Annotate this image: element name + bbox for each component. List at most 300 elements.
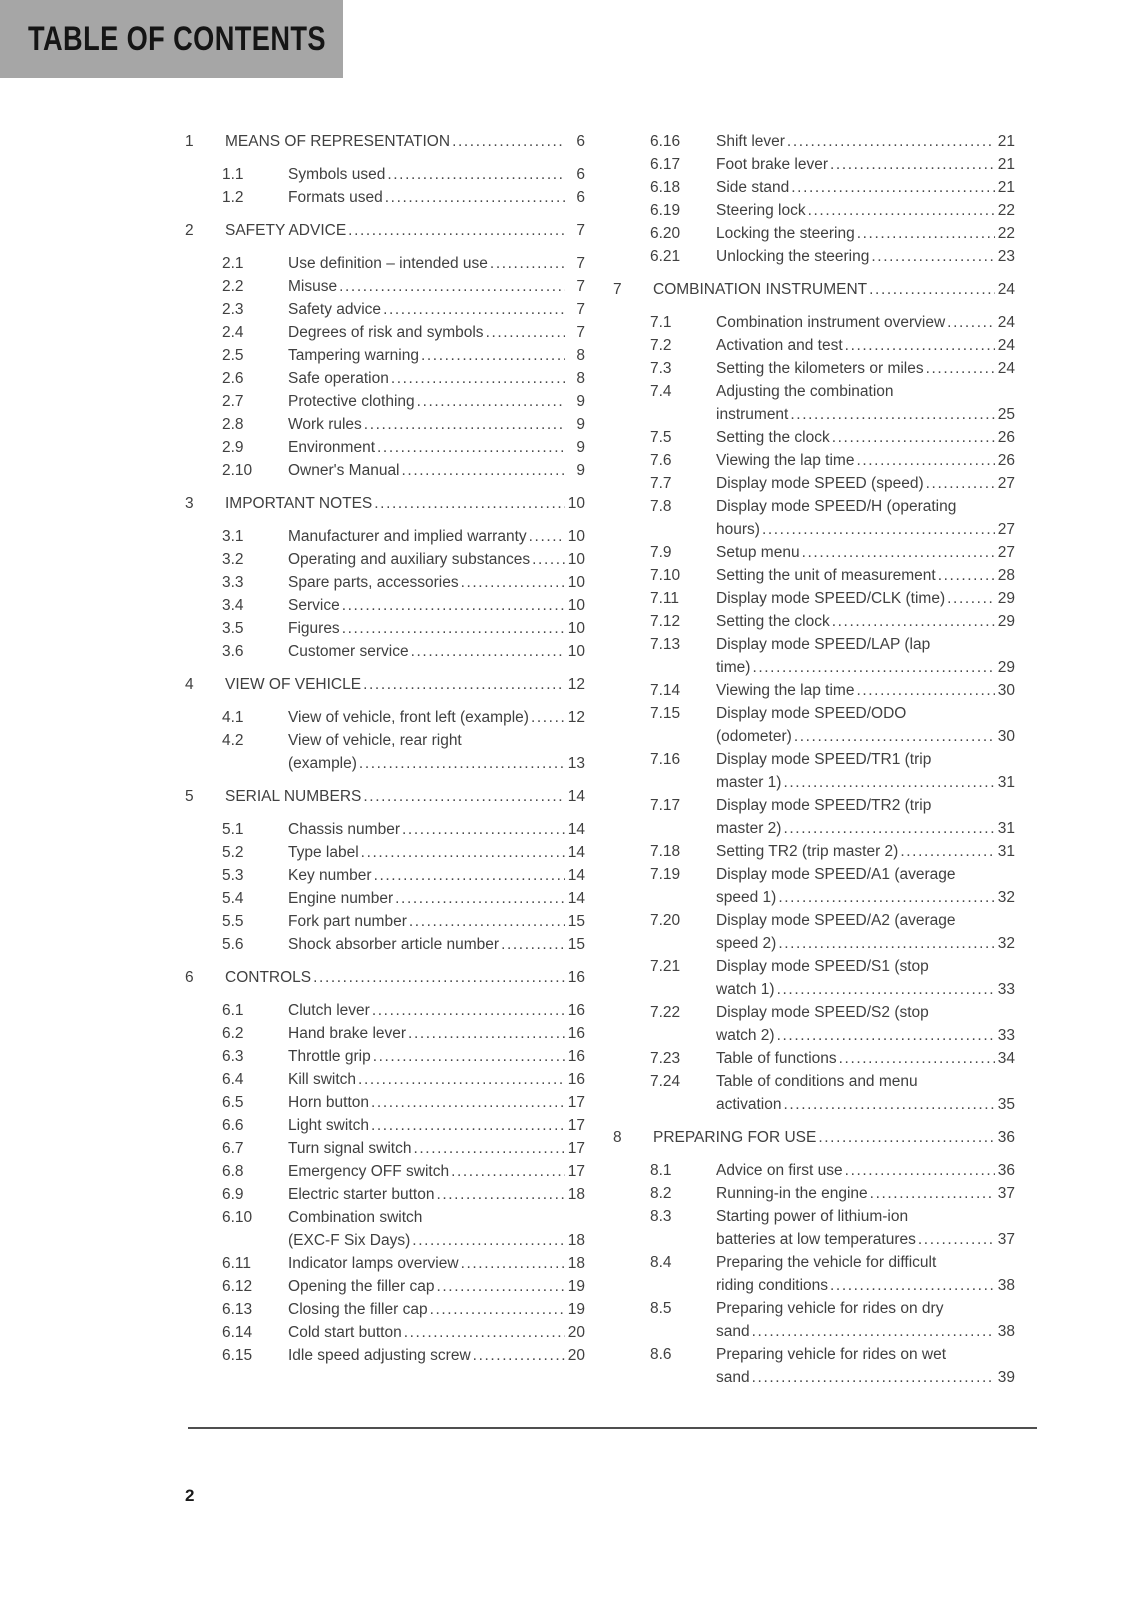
- toc-entry-7.11: [613, 587, 1015, 610]
- entry-title-line: [288, 910, 585, 933]
- entry-title-line: [288, 1183, 585, 1206]
- entry-number: 7.6: [650, 452, 672, 469]
- dot-leader: [473, 1344, 565, 1367]
- entry-title-line: [716, 472, 1015, 495]
- toc-entry-5.2: [185, 841, 585, 864]
- entry-title-line: [716, 1182, 1015, 1205]
- dot-leader: [364, 413, 565, 436]
- entry-page: 15: [567, 913, 585, 930]
- dot-leader: [313, 966, 565, 989]
- entry-title-line: [288, 459, 585, 482]
- entry-number: 1: [185, 133, 194, 150]
- entry-title: CONTROLS: [225, 969, 312, 986]
- entry-title: Display mode SPEED/ODO: [716, 705, 907, 722]
- entry-title-line: [288, 1298, 585, 1321]
- toc-entry-7.1: [613, 311, 1015, 334]
- entry-content: [716, 955, 1015, 1001]
- entry-content: [716, 909, 1015, 955]
- entry-title-line2: [716, 771, 1015, 794]
- dot-leader: [359, 752, 565, 775]
- toc-entry-3.6: [185, 640, 585, 663]
- dot-leader: [402, 459, 565, 482]
- toc-entry-7.2: [613, 334, 1015, 357]
- entry-page: 21: [997, 156, 1015, 173]
- entry-title: Opening the filler cap: [288, 1278, 435, 1295]
- toc-entry-7.4: [613, 380, 1015, 426]
- entry-title-line: [716, 564, 1015, 587]
- entry-title-line2: [716, 1024, 1015, 1047]
- dot-leader: [452, 130, 565, 153]
- entry-title-line2: [716, 1274, 1015, 1297]
- entry-page: 7: [576, 301, 585, 318]
- entry-number: 7.5: [650, 429, 672, 446]
- toc-entry-2.3: [185, 298, 585, 321]
- entry-page: 24: [997, 314, 1015, 331]
- entry-number: 8.1: [650, 1162, 672, 1179]
- entry-title-line: [288, 525, 585, 548]
- entry-title-line: [288, 594, 585, 617]
- dot-leader: [787, 130, 995, 153]
- entry-number: 5.4: [222, 890, 244, 907]
- entry-content: [716, 1070, 1015, 1116]
- toc-entry-6: [185, 966, 585, 989]
- entry-title-continued: speed 2): [716, 935, 777, 952]
- entry-content: [288, 275, 585, 298]
- entry-page: 18: [567, 1232, 585, 1249]
- entry-title: Clutch lever: [288, 1002, 370, 1019]
- entry-page: 31: [997, 820, 1015, 837]
- entry-title: Customer service: [288, 643, 409, 660]
- entry-number: 6.20: [650, 225, 681, 242]
- entry-page: 21: [997, 179, 1015, 196]
- entry-title-line2: [716, 1320, 1015, 1343]
- entry-page: 31: [997, 774, 1015, 791]
- entry-content: [716, 1297, 1015, 1343]
- entry-content: [288, 1137, 585, 1160]
- entry-page: 19: [567, 1301, 585, 1318]
- entry-content: [288, 1344, 585, 1367]
- entry-number: 2.1: [222, 255, 244, 272]
- entry-number: 7.24: [650, 1073, 681, 1090]
- toc-entry-6.5: [185, 1091, 585, 1114]
- entry-title-line2: [716, 725, 1015, 748]
- dot-leader: [752, 1366, 995, 1389]
- entry-content: [288, 933, 585, 956]
- entry-number: 8.5: [650, 1300, 672, 1317]
- toc-entry-5.4: [185, 887, 585, 910]
- dot-leader: [404, 1321, 565, 1344]
- entry-page: 37: [997, 1185, 1015, 1202]
- entry-title: SAFETY ADVICE: [225, 222, 347, 239]
- entry-number: 4.2: [222, 732, 244, 749]
- entry-content: [225, 966, 585, 989]
- entry-content: [716, 245, 1015, 268]
- dot-leader: [532, 548, 565, 571]
- entry-title-line: [716, 130, 1015, 153]
- toc-entry-6.20: [613, 222, 1015, 245]
- entry-number: 6.19: [650, 202, 681, 219]
- toc-entry-7: [613, 278, 1015, 301]
- entry-content: [716, 840, 1015, 863]
- entry-title: Setting the kilometers or miles: [716, 360, 924, 377]
- dot-leader: [372, 999, 565, 1022]
- dot-leader: [374, 864, 565, 887]
- entry-title: Unlocking the steering: [716, 248, 870, 265]
- entry-title: VIEW OF VEHICLE: [225, 676, 362, 693]
- entry-page: 28: [997, 567, 1015, 584]
- entry-page: 24: [997, 337, 1015, 354]
- dot-leader: [358, 1068, 565, 1091]
- entry-title: Display mode SPEED/TR2 (trip: [716, 797, 932, 814]
- entry-title: Safe operation: [288, 370, 389, 387]
- toc-entry-2.6: [185, 367, 585, 390]
- entry-number: 7.4: [650, 383, 672, 400]
- toc-entry-2: [185, 219, 585, 242]
- entry-content: [716, 472, 1015, 495]
- entry-title: Emergency OFF switch: [288, 1163, 450, 1180]
- toc-entry-8.2: [613, 1182, 1015, 1205]
- entry-title-line: [288, 571, 585, 594]
- entry-content: [716, 564, 1015, 587]
- toc-entry-3.5: [185, 617, 585, 640]
- toc-entry-2.5: [185, 344, 585, 367]
- entry-title-line: [716, 426, 1015, 449]
- toc-entry-6.12: [185, 1275, 585, 1298]
- dot-leader: [408, 1022, 565, 1045]
- toc-entry-5.5: [185, 910, 585, 933]
- dot-leader: [501, 933, 565, 956]
- entry-title: Combination switch: [288, 1209, 423, 1226]
- entry-content: [716, 1182, 1015, 1205]
- dot-leader: [421, 344, 565, 367]
- entry-title: Display mode SPEED/A1 (average: [716, 866, 956, 883]
- toc-entry-7.19: [613, 863, 1015, 909]
- entry-title: Engine number: [288, 890, 394, 907]
- entry-title-line2: [716, 886, 1015, 909]
- entry-page: 12: [567, 676, 585, 693]
- entry-title-line: [288, 640, 585, 663]
- entry-content: [288, 640, 585, 663]
- toc-entry-2.9: [185, 436, 585, 459]
- dot-leader: [845, 334, 995, 357]
- entry-content: [288, 999, 585, 1022]
- entry-title: Environment: [288, 439, 376, 456]
- entry-title: Idle speed adjusting screw: [288, 1347, 471, 1364]
- entry-title-line: [288, 1252, 585, 1275]
- dot-leader: [808, 199, 995, 222]
- entry-number: 7.14: [650, 682, 681, 699]
- entry-number: 6.21: [650, 248, 681, 265]
- entry-page: 6: [576, 133, 585, 150]
- entry-title-line: [225, 492, 585, 515]
- entry-title: Foot brake lever: [716, 156, 828, 173]
- entry-number: 5.3: [222, 867, 244, 884]
- entry-title-continued: (odometer): [716, 728, 792, 745]
- dot-leader: [830, 153, 995, 176]
- toc-entry-6.8: [185, 1160, 585, 1183]
- entry-number: 6.6: [222, 1117, 244, 1134]
- entry-title-line: [716, 199, 1015, 222]
- entry-number: 8.3: [650, 1208, 672, 1225]
- entry-title-line: [716, 840, 1015, 863]
- entry-number: 5.6: [222, 936, 244, 953]
- entry-number: 2.5: [222, 347, 244, 364]
- entry-content: [288, 818, 585, 841]
- entry-title-continued: speed 1): [716, 889, 777, 906]
- entry-content: [716, 1159, 1015, 1182]
- entry-content: [716, 426, 1015, 449]
- entry-number: 2.3: [222, 301, 244, 318]
- entry-title-line: [716, 679, 1015, 702]
- entry-number: 8.6: [650, 1346, 672, 1363]
- entry-title-continued: riding conditions: [716, 1277, 829, 1294]
- entry-number: 3.1: [222, 528, 244, 545]
- entry-page: 12: [567, 709, 585, 726]
- entry-number: 5: [185, 788, 194, 805]
- dot-leader: [762, 518, 995, 541]
- dot-leader: [430, 1298, 565, 1321]
- entry-title-line2: [716, 518, 1015, 541]
- page-title: TABLE OF CONTENTS: [28, 19, 326, 58]
- toc-entry-1.1: [185, 163, 585, 186]
- dot-leader: [411, 640, 565, 663]
- entry-number: 1.2: [222, 189, 244, 206]
- dot-leader: [794, 725, 995, 748]
- entry-title: Throttle grip: [288, 1048, 371, 1065]
- entry-title: Display mode SPEED/H (operating: [716, 498, 957, 515]
- entry-page: 10: [567, 643, 585, 660]
- entry-number: 6.11: [222, 1255, 252, 1272]
- toc-entry-6.7: [185, 1137, 585, 1160]
- entry-page: 9: [576, 439, 585, 456]
- entry-title-line: [288, 1091, 585, 1114]
- entry-number: 6.9: [222, 1186, 244, 1203]
- dot-leader: [342, 594, 565, 617]
- entry-title: Operating and auxiliary substances: [288, 551, 531, 568]
- entry-page: 27: [997, 544, 1015, 561]
- entry-number: 7.17: [650, 797, 681, 814]
- toc-entry-8.6: [613, 1343, 1015, 1389]
- entry-title-line2: [716, 932, 1015, 955]
- dot-leader: [436, 1275, 564, 1298]
- dot-leader: [778, 886, 994, 909]
- entry-number: 3.3: [222, 574, 244, 591]
- dot-leader: [363, 673, 565, 696]
- entry-content: [716, 702, 1015, 748]
- entry-content: [653, 1126, 1015, 1149]
- entry-content: [225, 130, 585, 153]
- entry-title: Preparing vehicle for rides on wet: [716, 1346, 947, 1363]
- entry-title-line: [225, 130, 585, 153]
- dot-leader: [391, 367, 565, 390]
- entry-content: [288, 252, 585, 275]
- entry-page: 7: [576, 222, 585, 239]
- entry-content: [288, 1022, 585, 1045]
- toc-entry-6.3: [185, 1045, 585, 1068]
- toc-entry-7.16: [613, 748, 1015, 794]
- entry-content: [288, 321, 585, 344]
- entry-content: [288, 344, 585, 367]
- entry-title-continued: hours): [716, 521, 760, 538]
- dot-leader: [385, 186, 565, 209]
- entry-title-continued: master 2): [716, 820, 782, 837]
- dot-leader: [783, 771, 994, 794]
- entry-title: Setting TR2 (trip master 2): [716, 843, 899, 860]
- entry-page: 6: [576, 166, 585, 183]
- entry-title-line: [288, 367, 585, 390]
- toc-entry-6.6: [185, 1114, 585, 1137]
- entry-title: Degrees of risk and symbols: [288, 324, 484, 341]
- entry-content: [225, 219, 585, 242]
- entry-title: Setting the clock: [716, 613, 830, 630]
- entry-title: Viewing the lap time: [716, 682, 855, 699]
- entry-number: 6.3: [222, 1048, 244, 1065]
- entry-title: Fork part number: [288, 913, 407, 930]
- entry-title-continued: (example): [288, 755, 357, 772]
- entry-page: 9: [576, 462, 585, 479]
- toc-entry-7.7: [613, 472, 1015, 495]
- toc-entry-7.14: [613, 679, 1015, 702]
- entry-number: 3.6: [222, 643, 244, 660]
- entry-title-line: [716, 311, 1015, 334]
- entry-page: 33: [997, 1027, 1015, 1044]
- toc-entry-8.3: [613, 1205, 1015, 1251]
- entry-title-line2: [288, 752, 585, 775]
- entry-title-continued: watch 2): [716, 1027, 775, 1044]
- entry-title-line: [716, 334, 1015, 357]
- entry-title-line2: [716, 817, 1015, 840]
- entry-number: 6.8: [222, 1163, 244, 1180]
- toc-entry-6.21: [613, 245, 1015, 268]
- entry-number: 4.1: [222, 709, 244, 726]
- toc-entry-6.14: [185, 1321, 585, 1344]
- entry-title: Misuse: [288, 278, 338, 295]
- toc-entry-4.1: [185, 706, 585, 729]
- entry-title: Display mode SPEED/A2 (average: [716, 912, 956, 929]
- entry-title-line2: [716, 656, 1015, 679]
- dot-leader: [832, 610, 995, 633]
- toc-entry-6.1: [185, 999, 585, 1022]
- toc-entry-6.2: [185, 1022, 585, 1045]
- entry-content: [716, 748, 1015, 794]
- entry-title: Work rules: [288, 416, 362, 433]
- entry-page: 24: [997, 281, 1015, 298]
- dot-leader: [436, 1183, 564, 1206]
- entry-content: [288, 910, 585, 933]
- entry-title-line: [225, 966, 585, 989]
- entry-title: Kill switch: [288, 1071, 357, 1088]
- entry-number: 6.2: [222, 1025, 244, 1042]
- dot-leader: [413, 1137, 564, 1160]
- entry-page: 16: [567, 969, 585, 986]
- entry-content: [288, 706, 585, 729]
- dot-leader: [377, 436, 565, 459]
- entry-title-line: [716, 1159, 1015, 1182]
- page-header: [0, 0, 343, 78]
- entry-page: 10: [567, 574, 585, 591]
- toc-entry-4: [185, 673, 585, 696]
- entry-title: Figures: [288, 620, 340, 637]
- entry-title-line: [716, 176, 1015, 199]
- toc-entry-5.3: [185, 864, 585, 887]
- dot-leader: [486, 321, 565, 344]
- dot-leader: [830, 1274, 995, 1297]
- entry-page: 25: [997, 406, 1015, 423]
- toc-entry-8.1: [613, 1159, 1015, 1182]
- entry-number: 7.15: [650, 705, 681, 722]
- dot-leader: [342, 617, 565, 640]
- entry-content: [288, 459, 585, 482]
- entry-title-line: [225, 219, 585, 242]
- entry-page: 30: [997, 728, 1015, 745]
- entry-title-line: [716, 357, 1015, 380]
- dot-leader: [871, 245, 994, 268]
- entry-page: 17: [567, 1094, 585, 1111]
- entry-title-line: [288, 841, 585, 864]
- entry-title: Shock absorber article number: [288, 936, 500, 953]
- entry-title-line: [288, 933, 585, 956]
- dot-leader: [900, 840, 994, 863]
- toc-entry-7.17: [613, 794, 1015, 840]
- entry-number: 3.4: [222, 597, 244, 614]
- entry-title: PREPARING FOR USE: [653, 1129, 817, 1146]
- entry-page: 26: [997, 452, 1015, 469]
- entry-title: Horn button: [288, 1094, 369, 1111]
- entry-title: Combination instrument overview: [716, 314, 946, 331]
- entry-page: 16: [567, 1071, 585, 1088]
- entry-page: 14: [567, 788, 585, 805]
- entry-page: 32: [997, 935, 1015, 952]
- dot-leader: [374, 492, 564, 515]
- entry-content: [716, 610, 1015, 633]
- entry-page: 14: [567, 890, 585, 907]
- entry-page: 38: [997, 1323, 1015, 1340]
- entry-page: 6: [576, 189, 585, 206]
- entry-page: 35: [997, 1096, 1015, 1113]
- entry-page: 36: [997, 1129, 1015, 1146]
- entry-content: [288, 841, 585, 864]
- entry-title: Display mode SPEED/S2 (stop: [716, 1004, 929, 1021]
- entry-page: 10: [567, 528, 585, 545]
- entry-title-line: [288, 1045, 585, 1068]
- entry-title: Symbols used: [288, 166, 386, 183]
- entry-page: 7: [576, 324, 585, 341]
- entry-number: 7.9: [650, 544, 672, 561]
- entry-page: 20: [567, 1324, 585, 1341]
- dot-leader: [845, 1159, 995, 1182]
- dot-leader: [938, 564, 995, 587]
- dot-leader: [461, 1252, 565, 1275]
- dot-leader: [802, 541, 995, 564]
- entry-title: Type label: [288, 844, 359, 861]
- toc-entry-7.10: [613, 564, 1015, 587]
- entry-page: 9: [576, 416, 585, 433]
- entry-content: [288, 525, 585, 548]
- entry-page: 23: [997, 248, 1015, 265]
- entry-content: [288, 1321, 585, 1344]
- toc-entry-3.4: [185, 594, 585, 617]
- toc-entry-6.9: [185, 1183, 585, 1206]
- entry-page: 22: [997, 225, 1015, 242]
- toc-entry-7.15: [613, 702, 1015, 748]
- dot-leader: [839, 1047, 995, 1070]
- entry-page: 37: [997, 1231, 1015, 1248]
- entry-title-line: [716, 449, 1015, 472]
- dot-leader: [818, 1126, 994, 1149]
- toc-entry-6.15: [185, 1344, 585, 1367]
- toc-entry-3: [185, 492, 585, 515]
- entry-title: Setup menu: [716, 544, 800, 561]
